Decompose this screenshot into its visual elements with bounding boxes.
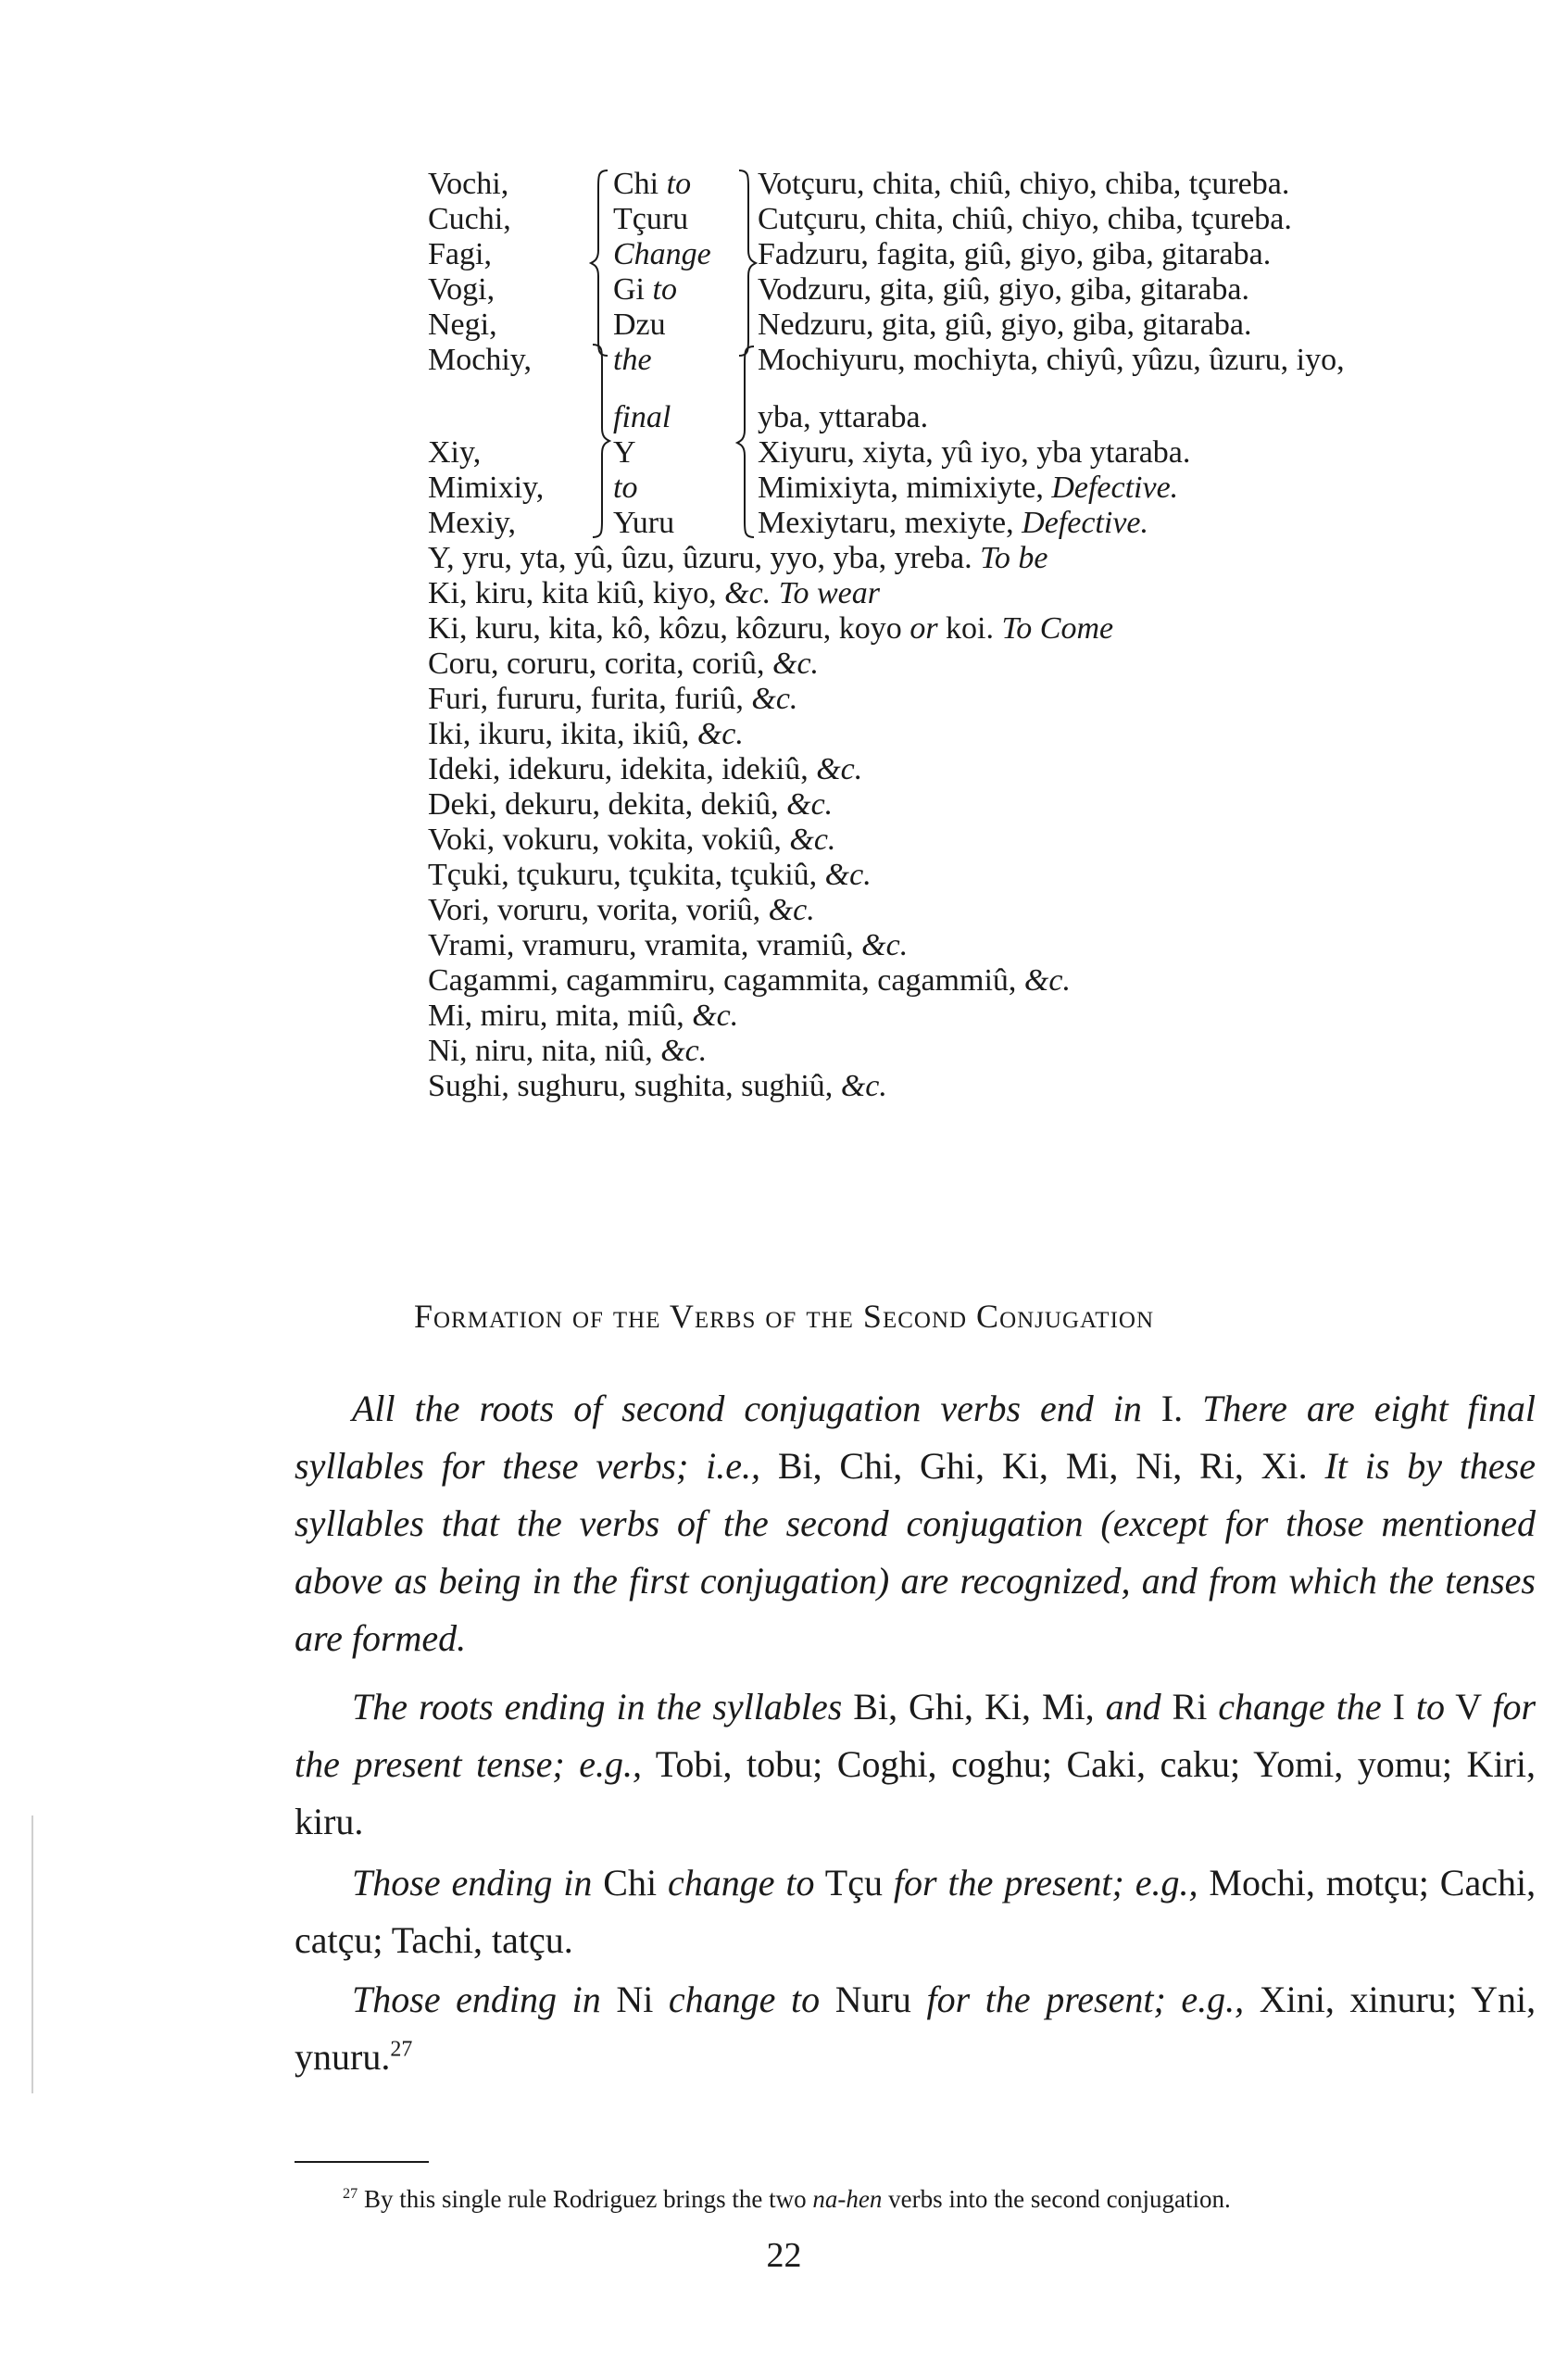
table-root: Vochi, [428,167,509,201]
table-root: Cuchi, [428,202,511,236]
verb-line: Ki, kiru, kita kiû, kiyo, &c. To wear [428,576,880,610]
table-rule: Chi to [613,167,692,201]
paragraph-1: All the roots of second conjugation verbs end in I. There are eight final syllables for these verbs; i.e., Bi, Chi, Ghi, Ki, Mi, Ni, Ri, Xi. It is by these syllables that the verbs of the second conjugation (except for those mentioned above as being in the first conjugation) are recognized, and from which the tenses are formed. [295,1388,1536,1659]
table-root: Vogi, [428,272,495,307]
table-rule: Yuru [613,506,675,540]
table-root: Mexiy, [428,506,517,540]
table-forms: Fadzuru, fagita, giû, giyo, giba, gitaraba. [758,237,1272,271]
table-rule: Dzu [613,308,666,342]
table-forms: Vodzuru, gita, giû, giyo, giba, gitaraba. [758,272,1249,307]
table-forms: Mimixiyta, mimixiyte, Defective. [758,471,1179,505]
table-rule: Gi to [613,272,677,307]
footnote-rule [295,2161,429,2163]
left-brace-rule-a [589,169,611,358]
section-heading: Formation of the Verbs of the Second Conjugation [413,1298,1155,1335]
verb-line: Voki, vokuru, vokita, vokiû, &c. [428,823,836,857]
scan-edge-mark [31,1815,33,2093]
table-forms: Mochiyuru, mochiyta, chiyû, yûzu, ûzuru, iyo, [758,343,1345,377]
table-rule: to [613,471,638,505]
page-number: 22 [766,2236,802,2275]
verb-line: Mi, miru, mita, miû, &c. [428,999,739,1033]
verb-line: Coru, coruru, corita, coriû, &c. [428,647,820,681]
verb-line: Ki, kuru, kita, kô, kôzu, kôzuru, koyo or koi. To Come [428,611,1114,646]
verb-line: Deki, dekuru, dekita, dekiû, &c. [428,787,834,822]
verb-line: Sughi, sughuru, sughita, sughiû, &c. [428,1069,887,1103]
footnote: $^{27}$ By this single rule Rodriguez brings the two na-hen verbs into the second conjugation. [343,2185,1231,2213]
verb-line: Y, yru, yta, yû, ûzu, ûzuru, yyo, yba, yreba. To be [428,541,1048,575]
table-rule: final [613,400,671,434]
verb-line: Ideki, idekuru, idekita, idekiû, &c. [428,752,863,786]
table-root: Fagi, [428,237,492,271]
verb-line: Furi, fururu, furita, furiû, &c. [428,682,798,716]
table-forms: Xiyuru, xiyta, yû iyo, yba ytaraba. [758,435,1191,470]
table-rule: the [613,343,652,377]
table-rule: Y [613,435,636,470]
paragraph-4: Those ending in Ni change to Nuru for the present; e.g., Xini, xinuru; Yni, ynuru.$^{27}$ [295,1979,1537,2078]
table-forms: yba, yttaraba. [758,400,929,434]
paragraph-2: The roots ending in the syllables Bi, Ghi, Ki, Mi, and Ri change the I to V for the present tense; e.g., Tobi, tobu; Coghi, coghu; Caki, caku; Yomi, yomu; Kiri, kiru. [295,1686,1537,1842]
table-rule: Change [613,237,711,271]
table-root: Xiy, [428,435,482,470]
verb-line: Iki, ikuru, ikita, ikiû, &c. [428,717,744,751]
table-forms: Nedzuru, gita, giû, giyo, giba, gitaraba. [758,308,1252,342]
table-root: Mimixiy, [428,471,545,505]
paragraph-3: Those ending in Chi change to Tçu for the present; e.g., Mochi, motçu; Cachi, catçu; Tachi, tatçu. [295,1862,1537,1961]
table-forms: Cutçuru, chita, chiû, chiyo, chiba, tçureba. [758,202,1292,236]
table-forms: Mexiytaru, mexiyte, Defective. [758,506,1149,540]
right-brace-rule-b [589,343,611,539]
right-brace-forms-a [735,169,758,358]
table-root: Negi, [428,308,497,342]
verb-line: Cagammi, cagammiru, cagammita, cagammiû, &c. [428,963,1071,998]
footnote-reference: 27 [390,2037,413,2062]
left-brace-forms-b [735,345,758,539]
table-root: Mochiy, [428,343,533,377]
table-rule: Tçuru [613,202,689,236]
verb-line: Vori, voruru, vorita, voriû, &c. [428,893,815,927]
verb-line: Ni, niru, nita, niû, &c. [428,1034,708,1068]
verb-line: Vrami, vramuru, vramita, vramiû, &c. [428,928,909,962]
verb-line: Tçuki, tçukuru, tçukita, tçukiû, &c. [428,858,872,892]
table-forms: Votçuru, chita, chiû, chiyo, chiba, tçureba. [758,167,1290,201]
